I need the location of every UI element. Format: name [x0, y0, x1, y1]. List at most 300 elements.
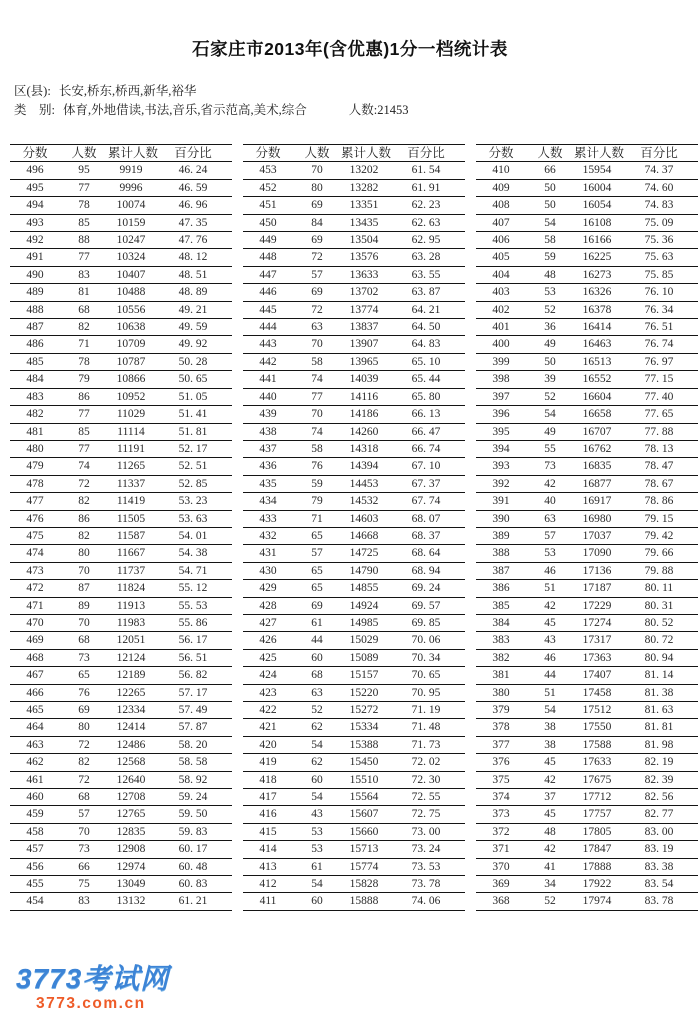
percent-cell: 72. 30 [387, 771, 465, 788]
cumulative-cell: 17974 [574, 893, 620, 910]
table-row [10, 388, 232, 405]
cumulative-cell: 13504 [341, 232, 387, 249]
table-row [243, 301, 465, 318]
cumulative-cell: 14790 [341, 562, 387, 579]
percent-cell: 83. 54 [620, 876, 698, 893]
cumulative-cell: 14039 [341, 371, 387, 388]
cumulative-cell: 16108 [574, 214, 620, 231]
count-cell: 70 [60, 562, 108, 579]
score-cell: 456 [10, 858, 60, 875]
cumulative-cell: 10787 [108, 353, 154, 370]
count-cell: 70 [60, 614, 108, 631]
percent-cell: 47. 76 [154, 232, 232, 249]
column-header: 人数 [60, 145, 108, 162]
table-row [10, 649, 232, 666]
percent-cell: 79. 66 [620, 545, 698, 562]
score-cell: 386 [476, 580, 526, 597]
count-cell: 42 [526, 597, 574, 614]
cumulative-cell: 15220 [341, 684, 387, 701]
score-cell: 467 [10, 667, 60, 684]
percent-cell: 65. 80 [387, 388, 465, 405]
score-cell: 476 [10, 510, 60, 527]
percent-cell: 51. 81 [154, 423, 232, 440]
score-cell: 431 [243, 545, 293, 562]
percent-cell: 83. 78 [620, 893, 698, 910]
count-cell: 54 [293, 876, 341, 893]
percent-cell: 79. 42 [620, 527, 698, 544]
table-row [476, 249, 698, 266]
score-cell: 477 [10, 493, 60, 510]
cumulative-cell: 11983 [108, 614, 154, 631]
percent-cell: 81. 38 [620, 684, 698, 701]
table-row [243, 493, 465, 510]
count-cell: 82 [60, 754, 108, 771]
percent-cell: 50. 65 [154, 371, 232, 388]
score-cell: 375 [476, 771, 526, 788]
percent-cell: 69. 57 [387, 597, 465, 614]
cumulative-cell: 14725 [341, 545, 387, 562]
score-cell: 368 [476, 893, 526, 910]
count-cell: 68 [293, 667, 341, 684]
percent-cell: 62. 63 [387, 214, 465, 231]
percent-cell: 78. 13 [620, 440, 698, 457]
score-cell: 430 [243, 562, 293, 579]
score-cell: 407 [476, 214, 526, 231]
score-cell: 385 [476, 597, 526, 614]
table-row [10, 336, 232, 353]
score-cell: 417 [243, 789, 293, 806]
table-row [10, 580, 232, 597]
percent-cell: 68. 07 [387, 510, 465, 527]
percent-cell: 71. 19 [387, 702, 465, 719]
cumulative-cell: 16326 [574, 284, 620, 301]
percent-cell: 59. 50 [154, 806, 232, 823]
score-cell: 460 [10, 789, 60, 806]
score-cell: 373 [476, 806, 526, 823]
count-cell: 63 [293, 319, 341, 336]
count-cell: 76 [60, 684, 108, 701]
score-cell: 434 [243, 493, 293, 510]
cumulative-cell: 16658 [574, 406, 620, 423]
score-cell: 466 [10, 684, 60, 701]
count-cell: 74 [293, 423, 341, 440]
column-header: 人数 [526, 145, 574, 162]
count-cell: 85 [60, 423, 108, 440]
table-row [476, 649, 698, 666]
table-row [10, 440, 232, 457]
percent-cell: 73. 00 [387, 823, 465, 840]
count-cell: 77 [293, 388, 341, 405]
table-row [476, 632, 698, 649]
score-cell: 429 [243, 580, 293, 597]
cumulative-cell: 17550 [574, 719, 620, 736]
count-cell: 86 [60, 510, 108, 527]
count-cell: 72 [293, 249, 341, 266]
table-row [243, 284, 465, 301]
table-row [10, 771, 232, 788]
count-cell: 69 [60, 702, 108, 719]
count-cell: 83 [60, 266, 108, 283]
cumulative-cell: 13202 [341, 162, 387, 179]
count-cell: 61 [293, 858, 341, 875]
score-cell: 402 [476, 301, 526, 318]
category-value: 体育,外地借读,书法,音乐,省示范高,美术,综合 [62, 103, 307, 117]
table-row [243, 423, 465, 440]
score-cell: 459 [10, 806, 60, 823]
table-row [476, 823, 698, 840]
cumulative-cell: 15272 [341, 702, 387, 719]
table-row [476, 371, 698, 388]
count-cell: 81 [60, 284, 108, 301]
table-row [10, 823, 232, 840]
percent-cell: 69. 85 [387, 614, 465, 631]
table-row [476, 702, 698, 719]
count-cell: 49 [526, 423, 574, 440]
header-row [243, 145, 465, 162]
score-cell: 439 [243, 406, 293, 423]
table-row [476, 684, 698, 701]
score-cell: 448 [243, 249, 293, 266]
table-row [476, 527, 698, 544]
cumulative-cell: 10952 [108, 388, 154, 405]
score-cell: 447 [243, 266, 293, 283]
percent-cell: 64. 21 [387, 301, 465, 318]
cumulative-cell: 11667 [108, 545, 154, 562]
cumulative-cell: 11265 [108, 458, 154, 475]
count-cell: 74 [60, 458, 108, 475]
count-cell: 42 [526, 841, 574, 858]
count-cell: 43 [293, 806, 341, 823]
cumulative-cell: 14260 [341, 423, 387, 440]
percent-cell: 81. 98 [620, 736, 698, 753]
count-cell: 78 [60, 197, 108, 214]
percent-cell: 65. 10 [387, 353, 465, 370]
percent-cell: 80. 94 [620, 649, 698, 666]
count-cell: 86 [60, 388, 108, 405]
score-cell: 425 [243, 649, 293, 666]
percent-cell: 68. 37 [387, 527, 465, 544]
score-cell: 406 [476, 232, 526, 249]
count-cell: 66 [60, 858, 108, 875]
count-cell: 69 [293, 597, 341, 614]
count-cell: 78 [60, 353, 108, 370]
score-cell: 378 [476, 719, 526, 736]
cumulative-cell: 16273 [574, 266, 620, 283]
score-cell: 392 [476, 475, 526, 492]
count-cell: 84 [293, 214, 341, 231]
percent-cell: 66. 47 [387, 423, 465, 440]
table-row [476, 214, 698, 231]
table-row [243, 371, 465, 388]
count-cell: 82 [60, 493, 108, 510]
score-cell: 428 [243, 597, 293, 614]
count-cell: 65 [293, 562, 341, 579]
cumulative-cell: 17847 [574, 841, 620, 858]
cumulative-cell: 15089 [341, 649, 387, 666]
score-cell: 369 [476, 876, 526, 893]
count-cell: 82 [60, 527, 108, 544]
score-cell: 437 [243, 440, 293, 457]
cumulative-cell: 13435 [341, 214, 387, 231]
header-row [476, 145, 698, 162]
count-cell: 57 [60, 806, 108, 823]
table-row [243, 580, 465, 597]
cumulative-cell: 15713 [341, 841, 387, 858]
table-row [243, 388, 465, 405]
percent-cell: 75. 85 [620, 266, 698, 283]
cumulative-cell: 17757 [574, 806, 620, 823]
table-row [476, 336, 698, 353]
percent-cell: 74. 83 [620, 197, 698, 214]
percent-cell: 75. 09 [620, 214, 698, 231]
score-cell: 483 [10, 388, 60, 405]
cumulative-cell: 14453 [341, 475, 387, 492]
score-cell: 421 [243, 719, 293, 736]
score-cell: 440 [243, 388, 293, 405]
cumulative-cell: 13633 [341, 266, 387, 283]
cumulative-cell: 15660 [341, 823, 387, 840]
cumulative-cell: 11191 [108, 440, 154, 457]
percent-cell: 78. 86 [620, 493, 698, 510]
percent-cell: 49. 92 [154, 336, 232, 353]
cumulative-cell: 13965 [341, 353, 387, 370]
cumulative-cell: 12974 [108, 858, 154, 875]
table-row [243, 179, 465, 196]
score-cell: 399 [476, 353, 526, 370]
meta-block [14, 82, 700, 120]
percent-cell: 74. 37 [620, 162, 698, 179]
score-cell: 485 [10, 353, 60, 370]
percent-cell: 82. 39 [620, 771, 698, 788]
table-row [476, 841, 698, 858]
score-cell: 416 [243, 806, 293, 823]
score-cell: 401 [476, 319, 526, 336]
table-row [10, 858, 232, 875]
count-cell: 80 [293, 179, 341, 196]
percent-cell: 54. 71 [154, 562, 232, 579]
percent-cell: 49. 21 [154, 301, 232, 318]
score-cell: 432 [243, 527, 293, 544]
score-cell: 418 [243, 771, 293, 788]
score-cell: 377 [476, 736, 526, 753]
score-cell: 370 [476, 858, 526, 875]
cumulative-cell: 11114 [108, 423, 154, 440]
table-row [243, 406, 465, 423]
count-cell: 58 [526, 232, 574, 249]
cumulative-cell: 10324 [108, 249, 154, 266]
cumulative-cell: 14116 [341, 388, 387, 405]
cumulative-cell: 16054 [574, 197, 620, 214]
cumulative-cell: 11824 [108, 580, 154, 597]
score-cell: 487 [10, 319, 60, 336]
table-row [10, 423, 232, 440]
count-cell: 57 [526, 527, 574, 544]
table-row [243, 736, 465, 753]
count-cell: 65 [293, 527, 341, 544]
percent-cell: 67. 37 [387, 475, 465, 492]
count-cell: 53 [293, 841, 341, 858]
score-cell: 454 [10, 893, 60, 910]
table-row [243, 545, 465, 562]
cumulative-cell: 12486 [108, 736, 154, 753]
cumulative-cell: 11913 [108, 597, 154, 614]
cumulative-cell: 16604 [574, 388, 620, 405]
percent-cell: 54. 01 [154, 527, 232, 544]
percent-cell: 64. 50 [387, 319, 465, 336]
percent-cell: 58. 20 [154, 736, 232, 753]
table-row [476, 597, 698, 614]
table-row [10, 806, 232, 823]
cumulative-cell: 16877 [574, 475, 620, 492]
cumulative-cell: 17274 [574, 614, 620, 631]
table-row [243, 266, 465, 283]
count-cell: 70 [60, 823, 108, 840]
table-row [476, 423, 698, 440]
table-row [243, 319, 465, 336]
cumulative-cell: 16463 [574, 336, 620, 353]
cumulative-cell: 16513 [574, 353, 620, 370]
table-row [243, 858, 465, 875]
cumulative-cell: 10159 [108, 214, 154, 231]
table-row [243, 667, 465, 684]
cumulative-cell: 17633 [574, 754, 620, 771]
cumulative-cell: 16980 [574, 510, 620, 527]
table-row [10, 214, 232, 231]
total-count: 人数:21453 [348, 103, 409, 117]
score-table-left [10, 144, 232, 911]
percent-cell: 50. 28 [154, 353, 232, 370]
count-cell: 65 [293, 580, 341, 597]
table-row [10, 719, 232, 736]
score-cell: 383 [476, 632, 526, 649]
percent-cell: 55. 12 [154, 580, 232, 597]
percent-cell: 80. 52 [620, 614, 698, 631]
table-row [10, 754, 232, 771]
score-cell: 455 [10, 876, 60, 893]
count-cell: 79 [60, 371, 108, 388]
cumulative-cell: 17363 [574, 649, 620, 666]
score-cell: 404 [476, 266, 526, 283]
score-cell: 380 [476, 684, 526, 701]
table-row [243, 614, 465, 631]
count-cell: 77 [60, 440, 108, 457]
count-cell: 52 [293, 702, 341, 719]
percent-cell: 61. 54 [387, 162, 465, 179]
percent-cell: 46. 24 [154, 162, 232, 179]
score-cell: 445 [243, 301, 293, 318]
score-cell: 453 [243, 162, 293, 179]
percent-cell: 77. 40 [620, 388, 698, 405]
score-cell: 452 [243, 179, 293, 196]
count-cell: 70 [293, 406, 341, 423]
column-header: 分数 [10, 145, 60, 162]
count-cell: 34 [526, 876, 574, 893]
count-cell: 72 [293, 301, 341, 318]
cumulative-cell: 12708 [108, 789, 154, 806]
score-cell: 433 [243, 510, 293, 527]
score-cell: 379 [476, 702, 526, 719]
percent-cell: 71. 48 [387, 719, 465, 736]
percent-cell: 47. 35 [154, 214, 232, 231]
percent-cell: 71. 73 [387, 736, 465, 753]
table-row [243, 789, 465, 806]
table-row [10, 702, 232, 719]
percent-cell: 48. 12 [154, 249, 232, 266]
score-cell: 394 [476, 440, 526, 457]
cumulative-cell: 16917 [574, 493, 620, 510]
score-cell: 387 [476, 562, 526, 579]
percent-cell: 82. 56 [620, 789, 698, 806]
cumulative-cell: 11505 [108, 510, 154, 527]
percent-cell: 53. 23 [154, 493, 232, 510]
table-row [10, 597, 232, 614]
count-cell: 37 [526, 789, 574, 806]
table-row [243, 510, 465, 527]
cumulative-cell: 17588 [574, 736, 620, 753]
percent-cell: 83. 19 [620, 841, 698, 858]
count-cell: 38 [526, 719, 574, 736]
percent-cell: 53. 63 [154, 510, 232, 527]
score-cell: 486 [10, 336, 60, 353]
percent-cell: 70. 34 [387, 649, 465, 666]
column-header: 人数 [293, 145, 341, 162]
percent-cell: 79. 88 [620, 562, 698, 579]
percent-cell: 75. 63 [620, 249, 698, 266]
table-row [243, 649, 465, 666]
table-row [476, 475, 698, 492]
score-cell: 427 [243, 614, 293, 631]
cumulative-cell: 12908 [108, 841, 154, 858]
table-row [476, 232, 698, 249]
count-cell: 54 [526, 214, 574, 231]
table-row [243, 632, 465, 649]
count-cell: 88 [60, 232, 108, 249]
count-cell: 49 [526, 336, 574, 353]
table-row [243, 771, 465, 788]
table-row [10, 371, 232, 388]
cumulative-cell: 14985 [341, 614, 387, 631]
cumulative-cell: 15510 [341, 771, 387, 788]
header-row [10, 145, 232, 162]
district-label: 区(县): [14, 84, 51, 98]
score-cell: 435 [243, 475, 293, 492]
count-cell: 54 [293, 736, 341, 753]
count-cell: 58 [293, 440, 341, 457]
table-row [476, 789, 698, 806]
count-cell: 48 [526, 266, 574, 283]
count-cell: 72 [60, 475, 108, 492]
score-cell: 464 [10, 719, 60, 736]
score-cell: 489 [10, 284, 60, 301]
score-cell: 496 [10, 162, 60, 179]
table-row [476, 771, 698, 788]
cumulative-cell: 12265 [108, 684, 154, 701]
percent-cell: 51. 05 [154, 388, 232, 405]
score-cell: 410 [476, 162, 526, 179]
percent-cell: 66. 74 [387, 440, 465, 457]
count-cell: 63 [293, 684, 341, 701]
score-cell: 390 [476, 510, 526, 527]
count-cell: 75 [60, 876, 108, 893]
table-row [243, 232, 465, 249]
cumulative-cell: 13351 [341, 197, 387, 214]
table-row [243, 841, 465, 858]
count-cell: 60 [293, 771, 341, 788]
score-cell: 400 [476, 336, 526, 353]
count-cell: 58 [293, 353, 341, 370]
percent-cell: 68. 94 [387, 562, 465, 579]
count-cell: 52 [526, 893, 574, 910]
